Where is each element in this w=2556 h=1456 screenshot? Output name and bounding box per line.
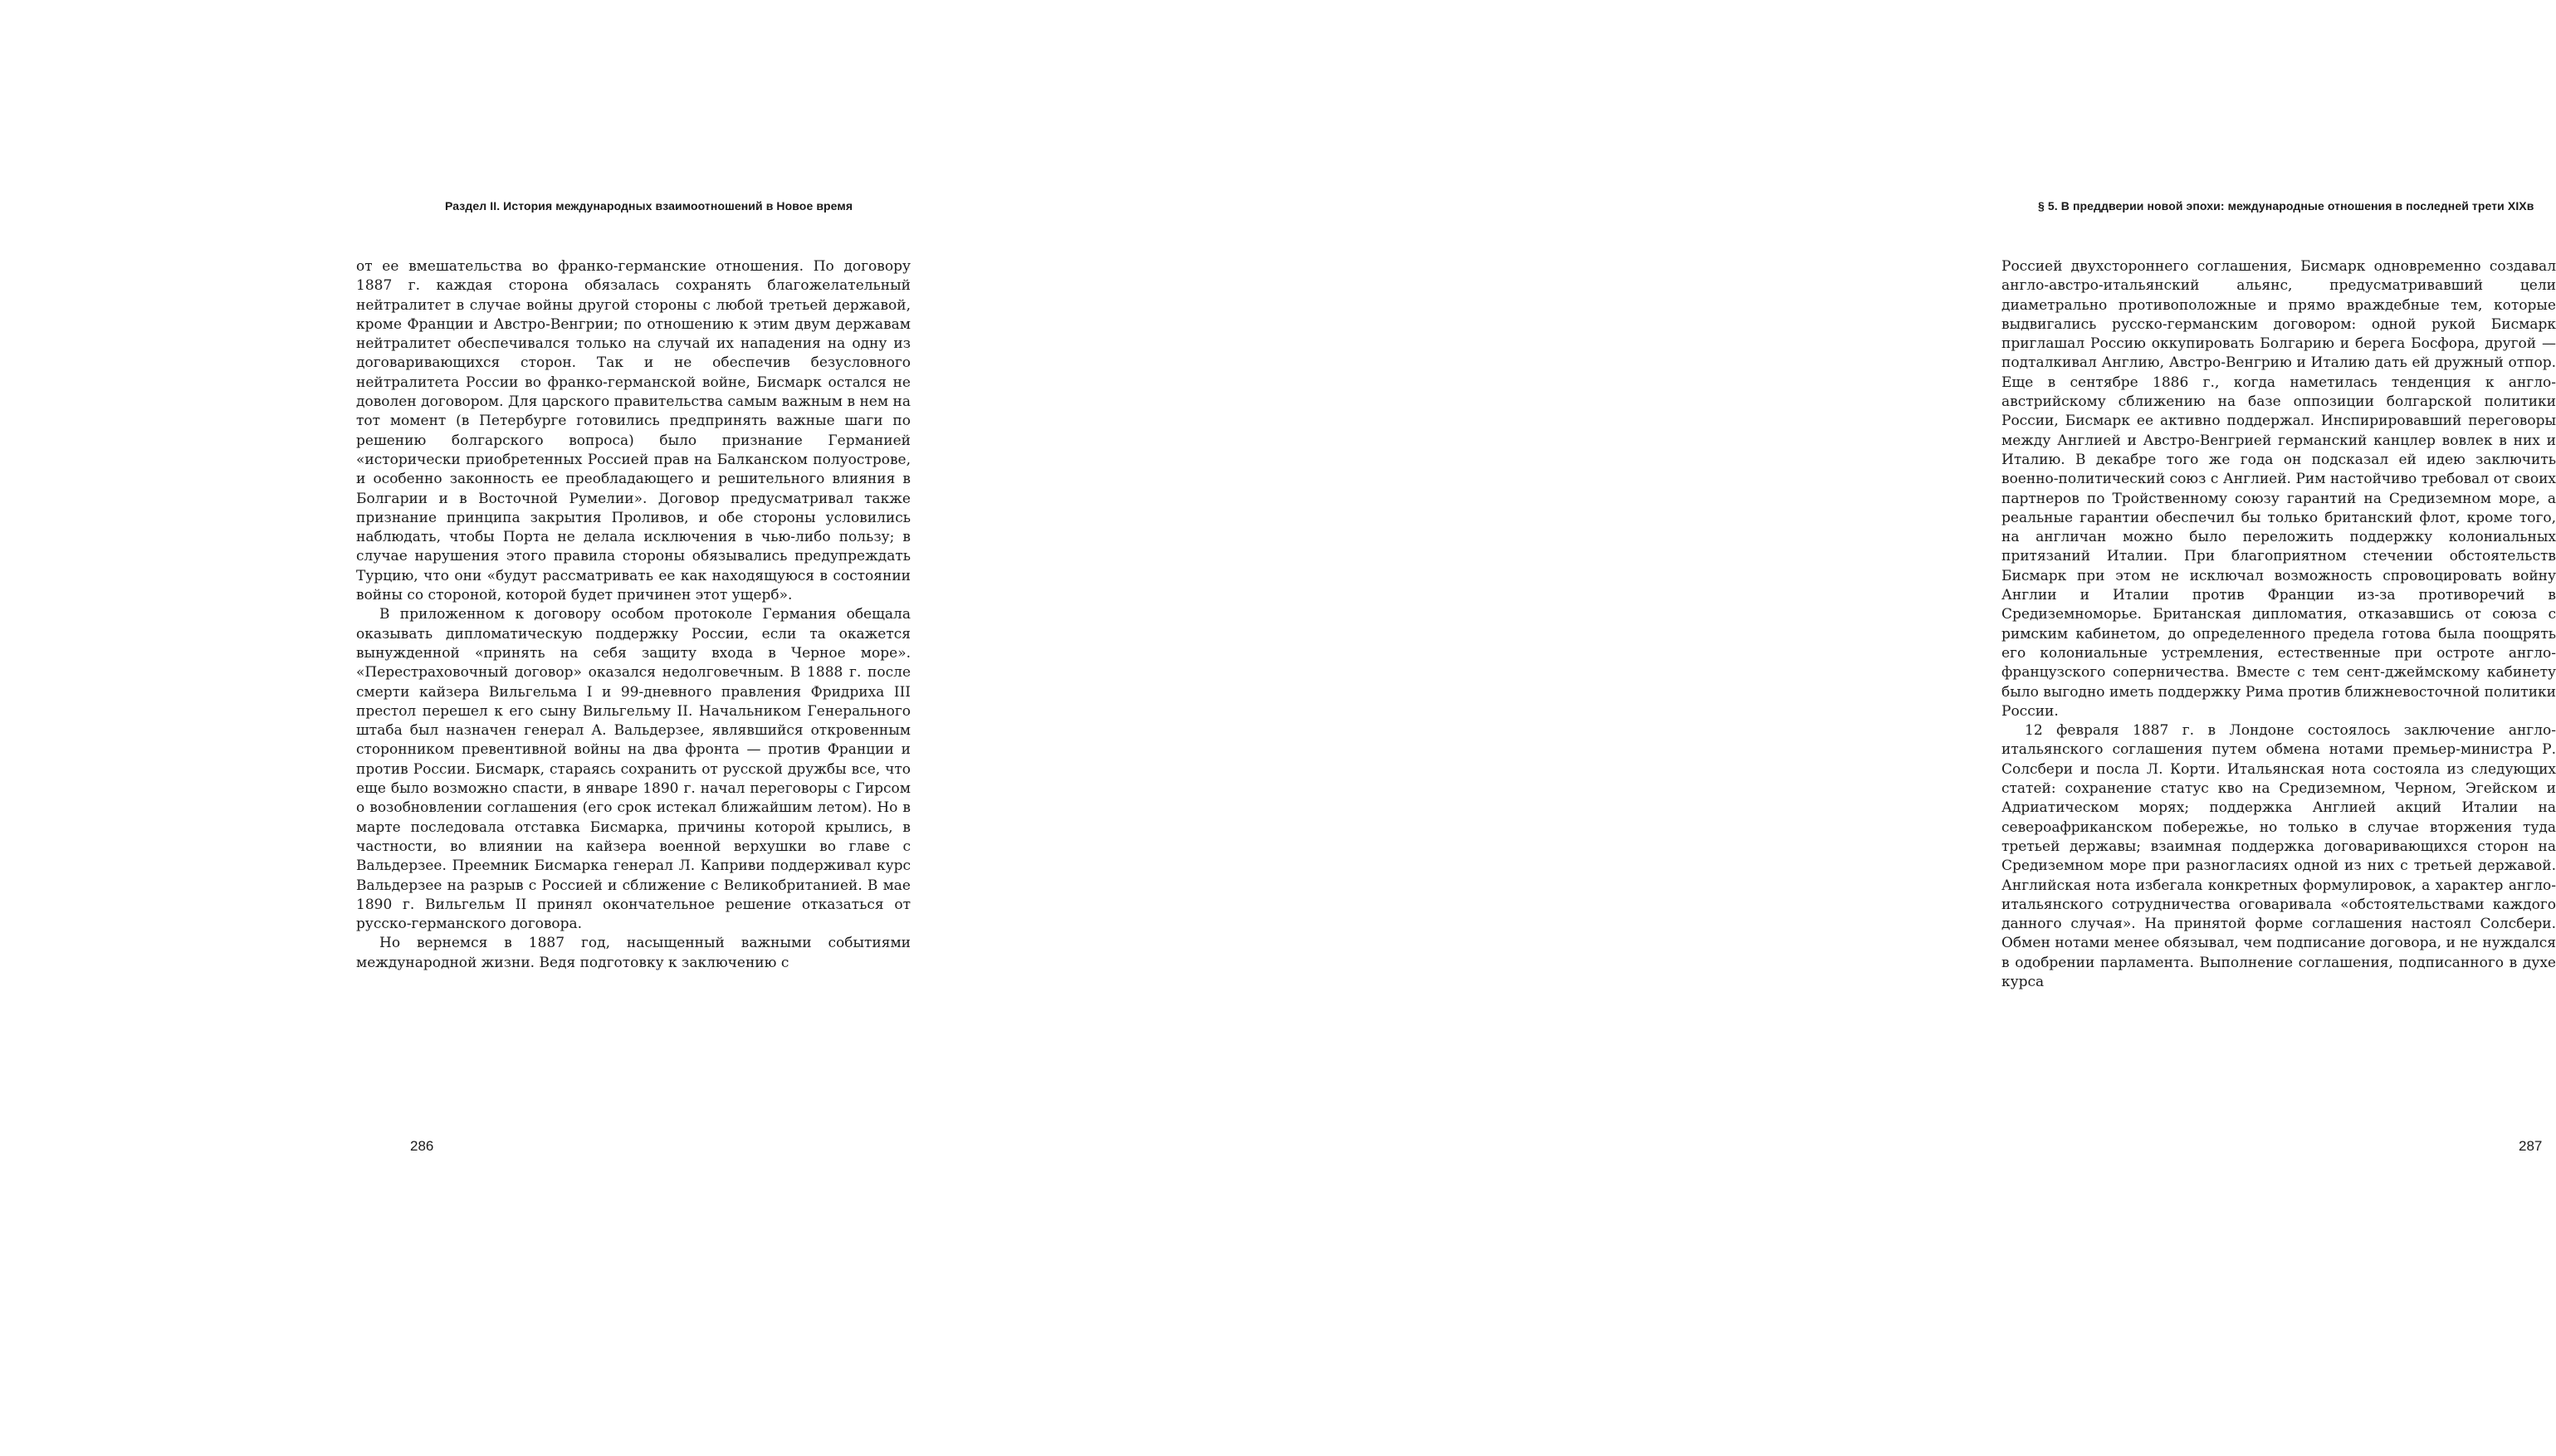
paragraph: В приложенном к договору особом протоколе Германия обещала оказывать дипломатическую поддержку России, если та окажется вынужденной «принять на себя защиту входа в Черное море». «Перестраховочный договор» оказался недолговечным. В 1888 г. после смерти кайзера Вильгельма I и 99-дневного правления Фридриха III престол перешел к его сыну Вильгельму II. Начальником Генерального штаба был назначен генерал А. Вальдерзее, являвшийся откровенным сторонником превентивной войны на два фронта — против Франции и против России. Бисмарк, стараясь сохранить от русской дружбы все, что еще было возможно спасти, в январе 1890 г. начал переговоры с Гирсом о возобновлении соглашения (его срок истекал ближайшим летом). Но в марте последовала отставка Бисмарка, причины которой крылись, в частности, во влиянии на кайзера военной верхушки во главе с Вальдерзее. Преемник Бисмарка генерал Л. Каприви поддерживал курс Вальдерзее на разрыв с Россией и сближение с Великобританией. В мае 1890 г. Вильгельм II принял окончательное решение отказаться от русско-германского договора. xyxy=(356,606,911,933)
paragraph: Россией двухстороннего соглашения, Бисмарк одновременно создавал англо-австро-итальянский альянс, предусматривавший цели диаметрально противоположные и прямо враждебные тем, которые выдвигались русско-германским договором: одной рукой Бисмарк приглашал Россию оккупировать Болгарию и берега Босфора, другой — подталкивал Англию, Австро-Венгрию и Италию дать ей дружный отпор. Еще в сентябре 1886 г., когда наметилась тенденция к англо-австрийскому сближению на базе оппозиции болгарской политики России, Бисмарк ее активно поддержал. Инспирировавший переговоры между Англией и Австро-Венгрией германский канцлер вовлек в них и Италию. В декабре того же года он подсказал ей идею заключить военно-политический союз с Англией. Рим настойчиво требовал от своих партнеров по Тройственному союзу гарантий на Средиземном море, а реальные гарантии обеспечил бы только британский флот, кроме того, на англичан можно было переложить поддержку колониальных притязаний Италии. При благоприятном стечении обстоятельств Бисмарк при этом не исключал возможность спровоцировать войну Англии и Италии против Франции из-за противоречий в Средиземноморье. Британская дипломатия, отказавшись от союза с римским кабинетом, до определенного предела готова была поощрять его колониальные устремления, естественные при остроте англо-французского соперничества. Вместе с тем сент-джеймскому кабинету было выгодно иметь поддержку Рима против ближневосточной политики России. xyxy=(2001,258,2556,720)
left-text-column xyxy=(356,257,911,973)
paragraph: от ее вмешательства во франко-германские отношения. По договору 1887 г. каждая сторона обязалась сохранять благожелательный нейтралитет в случае войны другой стороны с любой третьей державой, кроме Франции и Австро-Венгрии; по отношению к этим двум державам нейтралитет обеспечивался только на случай их нападения на одну из договаривающихся сторон. Так и не обеспечив безусловного нейтралитета России во франко-германской войне, Бисмарк остался не доволен договором. Для царского правительства самым важным в нем на тот момент (в Петербурге готовились предпринять важные шаги по решению болгарского вопроса) было признание Германией «исторически приобретенных Россией прав на Балканском полуострове, и особенно законность ее преобладающего и решительного влияния в Болгарии и в Восточной Румелии». Договор предусматривал также признание принципа закрытия Проливов, и обе стороны условились наблюдать, чтобы Порта не делала исключения в чью-либо пользу; в случае нарушения этого правила стороны обязывались предупреждать Турцию, что они «будут рассматривать ее как находящуюся в состоянии войны со стороной, которой будет причинен этот ущерб». xyxy=(356,258,911,604)
paragraph: 12 февраля 1887 г. в Лондоне состоялось заключение англо-итальянского соглашения путем обмена нотами премьер-министра Р. Солсбери и посла Л. Корти. Итальянская нота состояла из следующих статей: сохранение статус кво на Средиземном, Черном, Эгейском и Адриатическом морях; поддержка Англией акций Италии на североафриканском побережье, но только в случае вторжения туда третьей державы; взаимная поддержка договаривающихся сторон на Средиземном море при разногласиях одной из них с третьей державой. Английская нота избегала конкретных формулировок, а характер англо-итальянского сотрудничества оговаривала «обстоятельствами каждого данного случая». На принятой форме соглашения настоял Солсбери. Обмен нотами менее обязывал, чем подписание договора, и не нуждался в одобрении парламента. Выполнение соглашения, подписанного в духе курса xyxy=(2001,722,2556,990)
paragraph: Но вернемся в 1887 год, насыщенный важными событиями международной жизни. Ведя подготовку к заключению с xyxy=(356,935,911,971)
page-number-left: 286 xyxy=(410,1138,434,1154)
running-head-right: § 5. В преддверии новой эпохи: международные отношения в последней трети XIXв xyxy=(2038,199,2534,213)
right-page xyxy=(1029,0,2556,1456)
left-page xyxy=(0,0,1029,1456)
page-number-right: 287 xyxy=(2519,1138,2543,1154)
right-text-column xyxy=(2001,257,2556,992)
running-head-left: Раздел II. История международных взаимоотношений в Новое время xyxy=(445,199,853,213)
